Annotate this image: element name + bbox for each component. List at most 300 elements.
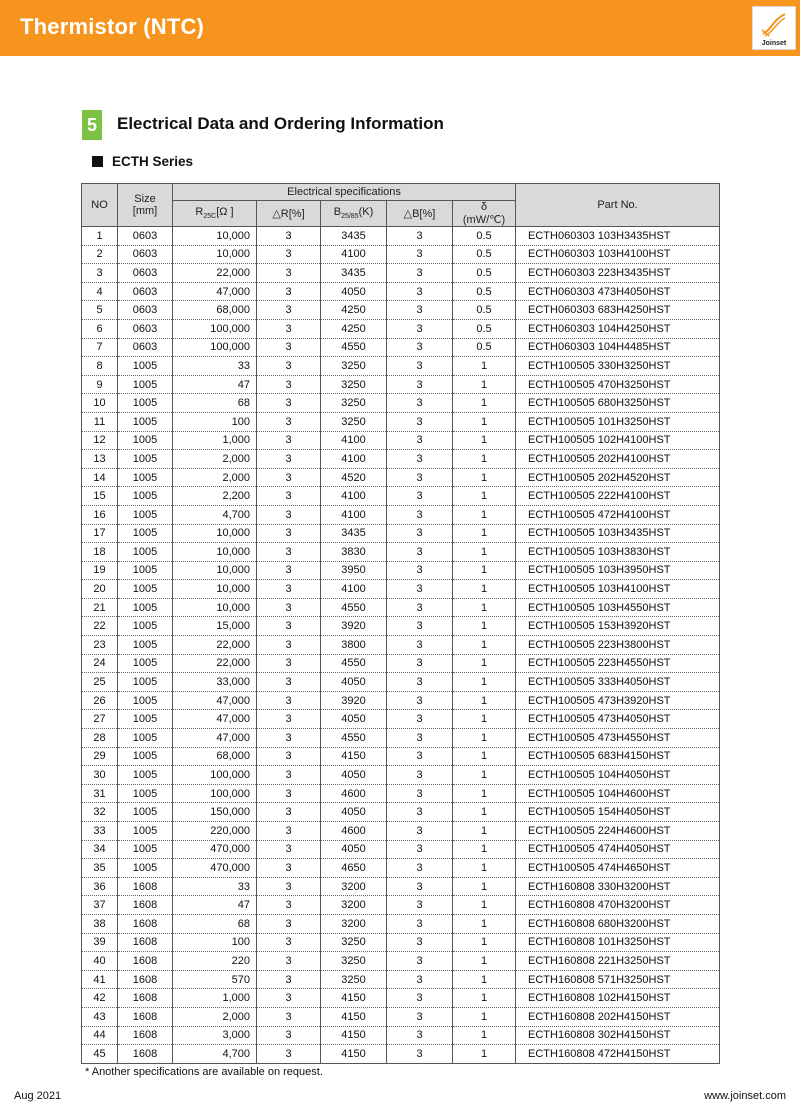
cell-delta-b: 3 xyxy=(387,729,453,748)
cell-r25: 47 xyxy=(173,896,257,915)
cell-size: 1005 xyxy=(118,729,173,748)
cell-dissipation: 1 xyxy=(453,803,516,822)
cell-delta-r: 3 xyxy=(257,840,321,859)
cell-dissipation: 1 xyxy=(453,375,516,394)
table-row xyxy=(82,245,720,264)
cell-part-no: ECTH100505 223H4550HST xyxy=(516,654,720,673)
cell-delta-r: 3 xyxy=(257,784,321,803)
table-row xyxy=(82,468,720,487)
cell-part-no: ECTH060303 223H3435HST xyxy=(516,264,720,283)
dissipation-unit: (mW/℃) xyxy=(462,214,506,226)
col-header-group: Electrical specifications xyxy=(173,184,516,201)
cell-no: 19 xyxy=(82,561,118,580)
cell-delta-r: 3 xyxy=(257,803,321,822)
cell-part-no: ECTH100505 103H3830HST xyxy=(516,543,720,562)
cell-size: 1005 xyxy=(118,784,173,803)
table-row xyxy=(82,412,720,431)
cell-delta-b: 3 xyxy=(387,301,453,320)
cell-delta-b: 3 xyxy=(387,505,453,524)
section-number-badge: 5 xyxy=(82,110,102,140)
cell-no: 44 xyxy=(82,1026,118,1045)
cell-no: 29 xyxy=(82,747,118,766)
cell-dissipation: 0.5 xyxy=(453,264,516,283)
table-row xyxy=(82,487,720,506)
cell-delta-r: 3 xyxy=(257,561,321,580)
table-row xyxy=(82,766,720,785)
cell-size: 1608 xyxy=(118,896,173,915)
cell-part-no: ECTH100505 154H4050HST xyxy=(516,803,720,822)
cell-r25: 220 xyxy=(173,952,257,971)
cell-delta-b: 3 xyxy=(387,357,453,376)
cell-delta-b: 3 xyxy=(387,877,453,896)
cell-dissipation: 1 xyxy=(453,450,516,469)
cell-part-no: ECTH060303 473H4050HST xyxy=(516,282,720,301)
table-row xyxy=(82,673,720,692)
cell-part-no: ECTH100505 153H3920HST xyxy=(516,617,720,636)
cell-dissipation: 1 xyxy=(453,394,516,413)
cell-r25: 100,000 xyxy=(173,784,257,803)
cell-part-no: ECTH160808 221H3250HST xyxy=(516,952,720,971)
cell-delta-r: 3 xyxy=(257,468,321,487)
cell-no: 38 xyxy=(82,914,118,933)
cell-part-no: ECTH100505 103H3950HST xyxy=(516,561,720,580)
cell-delta-r: 3 xyxy=(257,933,321,952)
r25-unit: [Ω ] xyxy=(216,206,234,219)
cell-delta-b: 3 xyxy=(387,375,453,394)
cell-dissipation: 1 xyxy=(453,840,516,859)
cell-delta-r: 3 xyxy=(257,896,321,915)
table-row xyxy=(82,914,720,933)
cell-size: 0603 xyxy=(118,264,173,283)
cell-no: 12 xyxy=(82,431,118,450)
cell-delta-r: 3 xyxy=(257,1026,321,1045)
table-row xyxy=(82,394,720,413)
cell-dissipation: 1 xyxy=(453,357,516,376)
cell-r25: 2,200 xyxy=(173,487,257,506)
electrical-data-table xyxy=(81,183,720,1064)
cell-delta-r: 3 xyxy=(257,450,321,469)
cell-no: 26 xyxy=(82,691,118,710)
cell-b-value: 4250 xyxy=(321,319,387,338)
cell-delta-b: 3 xyxy=(387,896,453,915)
cell-delta-b: 3 xyxy=(387,803,453,822)
cell-delta-r: 3 xyxy=(257,729,321,748)
cell-no: 13 xyxy=(82,450,118,469)
cell-size: 1005 xyxy=(118,394,173,413)
cell-b-value: 3250 xyxy=(321,933,387,952)
cell-part-no: ECTH160808 472H4150HST xyxy=(516,1045,720,1064)
cell-no: 20 xyxy=(82,580,118,599)
table-row xyxy=(82,710,720,729)
cell-delta-b: 3 xyxy=(387,450,453,469)
cell-part-no: ECTH100505 103H4100HST xyxy=(516,580,720,599)
cell-r25: 4,700 xyxy=(173,505,257,524)
cell-dissipation: 1 xyxy=(453,1026,516,1045)
joinset-logo-mark-icon xyxy=(759,10,789,40)
cell-no: 28 xyxy=(82,729,118,748)
cell-size: 1005 xyxy=(118,598,173,617)
table-row xyxy=(82,636,720,655)
cell-b-value: 4600 xyxy=(321,784,387,803)
cell-dissipation: 1 xyxy=(453,654,516,673)
cell-size: 1005 xyxy=(118,375,173,394)
cell-b-value: 3435 xyxy=(321,524,387,543)
cell-delta-b: 3 xyxy=(387,636,453,655)
cell-no: 39 xyxy=(82,933,118,952)
cell-delta-b: 3 xyxy=(387,859,453,878)
cell-b-value: 3250 xyxy=(321,412,387,431)
cell-r25: 47,000 xyxy=(173,729,257,748)
cell-delta-r: 3 xyxy=(257,859,321,878)
cell-size: 0603 xyxy=(118,319,173,338)
cell-part-no: ECTH100505 473H3920HST xyxy=(516,691,720,710)
cell-b-value: 3250 xyxy=(321,375,387,394)
cell-b-value: 4050 xyxy=(321,766,387,785)
table-row xyxy=(82,989,720,1008)
cell-delta-b: 3 xyxy=(387,264,453,283)
cell-part-no: ECTH060303 104H4250HST xyxy=(516,319,720,338)
cell-delta-b: 3 xyxy=(387,227,453,246)
cell-dissipation: 1 xyxy=(453,729,516,748)
cell-b-value: 3250 xyxy=(321,394,387,413)
cell-dissipation: 0.5 xyxy=(453,301,516,320)
cell-dissipation: 1 xyxy=(453,989,516,1008)
cell-no: 17 xyxy=(82,524,118,543)
cell-delta-b: 3 xyxy=(387,710,453,729)
cell-part-no: ECTH100505 101H3250HST xyxy=(516,412,720,431)
cell-part-no: ECTH100505 474H4650HST xyxy=(516,859,720,878)
cell-delta-b: 3 xyxy=(387,431,453,450)
cell-size: 1005 xyxy=(118,450,173,469)
cell-part-no: ECTH100505 473H4050HST xyxy=(516,710,720,729)
cell-no: 9 xyxy=(82,375,118,394)
cell-part-no: ECTH060303 104H4485HST xyxy=(516,338,720,357)
cell-size: 1005 xyxy=(118,673,173,692)
cell-r25: 2,000 xyxy=(173,468,257,487)
cell-no: 3 xyxy=(82,264,118,283)
cell-b-value: 4150 xyxy=(321,1045,387,1064)
cell-b-value: 3435 xyxy=(321,264,387,283)
joinset-logo xyxy=(752,6,796,50)
cell-delta-r: 3 xyxy=(257,375,321,394)
cell-dissipation: 1 xyxy=(453,691,516,710)
cell-part-no: ECTH100505 474H4050HST xyxy=(516,840,720,859)
cell-delta-b: 3 xyxy=(387,338,453,357)
cell-dissipation: 1 xyxy=(453,933,516,952)
cell-delta-b: 3 xyxy=(387,282,453,301)
cell-no: 14 xyxy=(82,468,118,487)
cell-delta-b: 3 xyxy=(387,245,453,264)
cell-delta-r: 3 xyxy=(257,505,321,524)
r25-symbol: R xyxy=(195,206,204,219)
cell-dissipation: 1 xyxy=(453,487,516,506)
cell-size: 1005 xyxy=(118,747,173,766)
cell-r25: 22,000 xyxy=(173,654,257,673)
cell-part-no: ECTH160808 302H4150HST xyxy=(516,1026,720,1045)
cell-size: 1005 xyxy=(118,561,173,580)
page-header xyxy=(0,0,800,56)
cell-size: 1005 xyxy=(118,617,173,636)
cell-r25: 150,000 xyxy=(173,803,257,822)
cell-no: 30 xyxy=(82,766,118,785)
cell-part-no: ECTH100505 103H3435HST xyxy=(516,524,720,543)
cell-b-value: 3250 xyxy=(321,357,387,376)
cell-dissipation: 1 xyxy=(453,766,516,785)
col-header-r25 xyxy=(173,201,257,227)
col-header-delta-r: △R[%] xyxy=(257,201,321,227)
cell-delta-b: 3 xyxy=(387,822,453,841)
cell-part-no: ECTH100505 223H3800HST xyxy=(516,636,720,655)
cell-b-value: 4050 xyxy=(321,840,387,859)
col-header-size xyxy=(118,184,173,227)
cell-delta-r: 3 xyxy=(257,766,321,785)
cell-dissipation: 1 xyxy=(453,877,516,896)
table-row xyxy=(82,729,720,748)
cell-delta-b: 3 xyxy=(387,617,453,636)
table-row xyxy=(82,896,720,915)
cell-r25: 47 xyxy=(173,375,257,394)
cell-b-value: 3830 xyxy=(321,543,387,562)
cell-b-value: 3800 xyxy=(321,636,387,655)
footer-date: Aug 2021 xyxy=(14,1090,62,1102)
cell-size: 1005 xyxy=(118,636,173,655)
cell-b-value: 3200 xyxy=(321,896,387,915)
cell-size: 1005 xyxy=(118,840,173,859)
b-unit: (K) xyxy=(358,206,374,219)
cell-no: 41 xyxy=(82,970,118,989)
cell-part-no: ECTH100505 202H4520HST xyxy=(516,468,720,487)
cell-r25: 10,000 xyxy=(173,245,257,264)
cell-r25: 4,700 xyxy=(173,1045,257,1064)
cell-size: 0603 xyxy=(118,245,173,264)
cell-b-value: 4100 xyxy=(321,245,387,264)
cell-b-value: 4050 xyxy=(321,282,387,301)
table-row xyxy=(82,691,720,710)
table-row xyxy=(82,617,720,636)
cell-delta-r: 3 xyxy=(257,691,321,710)
footer-website: www.joinset.com xyxy=(704,1090,786,1102)
cell-size: 1005 xyxy=(118,710,173,729)
table-body xyxy=(82,227,720,1064)
cell-no: 8 xyxy=(82,357,118,376)
cell-dissipation: 0.5 xyxy=(453,319,516,338)
cell-dissipation: 1 xyxy=(453,859,516,878)
table-row xyxy=(82,319,720,338)
cell-part-no: ECTH160808 102H4150HST xyxy=(516,989,720,1008)
r25-subscript: 25C xyxy=(203,213,217,221)
cell-delta-r: 3 xyxy=(257,952,321,971)
cell-part-no: ECTH100505 470H3250HST xyxy=(516,375,720,394)
cell-size: 0603 xyxy=(118,227,173,246)
cell-b-value: 4050 xyxy=(321,710,387,729)
cell-r25: 100,000 xyxy=(173,338,257,357)
cell-b-value: 4100 xyxy=(321,487,387,506)
table-row xyxy=(82,1007,720,1026)
cell-delta-b: 3 xyxy=(387,691,453,710)
cell-r25: 100,000 xyxy=(173,319,257,338)
col-header-dissipation xyxy=(453,201,516,227)
table-row xyxy=(82,580,720,599)
cell-b-value: 4600 xyxy=(321,822,387,841)
table-row xyxy=(82,282,720,301)
table-row xyxy=(82,338,720,357)
cell-no: 11 xyxy=(82,412,118,431)
cell-r25: 47,000 xyxy=(173,710,257,729)
cell-r25: 2,000 xyxy=(173,450,257,469)
cell-delta-r: 3 xyxy=(257,747,321,766)
table-row xyxy=(82,952,720,971)
cell-size: 1005 xyxy=(118,822,173,841)
cell-part-no: ECTH100505 104H4050HST xyxy=(516,766,720,785)
cell-r25: 470,000 xyxy=(173,859,257,878)
cell-r25: 470,000 xyxy=(173,840,257,859)
cell-delta-r: 3 xyxy=(257,301,321,320)
cell-size: 0603 xyxy=(118,282,173,301)
cell-dissipation: 1 xyxy=(453,673,516,692)
col-header-delta-b: △B[%] xyxy=(387,201,453,227)
table-row xyxy=(82,803,720,822)
cell-delta-r: 3 xyxy=(257,487,321,506)
cell-part-no: ECTH160808 470H3200HST xyxy=(516,896,720,915)
cell-delta-r: 3 xyxy=(257,877,321,896)
cell-delta-b: 3 xyxy=(387,952,453,971)
cell-delta-b: 3 xyxy=(387,989,453,1008)
cell-size: 1005 xyxy=(118,803,173,822)
table-row xyxy=(82,561,720,580)
cell-no: 34 xyxy=(82,840,118,859)
cell-no: 23 xyxy=(82,636,118,655)
cell-delta-b: 3 xyxy=(387,319,453,338)
cell-delta-r: 3 xyxy=(257,822,321,841)
cell-b-value: 3435 xyxy=(321,227,387,246)
table-row xyxy=(82,543,720,562)
cell-r25: 68 xyxy=(173,394,257,413)
cell-no: 1 xyxy=(82,227,118,246)
cell-r25: 22,000 xyxy=(173,264,257,283)
table-row xyxy=(82,264,720,283)
cell-dissipation: 1 xyxy=(453,561,516,580)
col-header-no: NO xyxy=(82,184,118,227)
cell-r25: 220,000 xyxy=(173,822,257,841)
cell-part-no: ECTH160808 330H3200HST xyxy=(516,877,720,896)
cell-delta-b: 3 xyxy=(387,1045,453,1064)
table-row xyxy=(82,877,720,896)
cell-delta-r: 3 xyxy=(257,394,321,413)
table-row xyxy=(82,859,720,878)
cell-delta-r: 3 xyxy=(257,1007,321,1026)
table-row xyxy=(82,654,720,673)
cell-part-no: ECTH100505 103H4550HST xyxy=(516,598,720,617)
cell-r25: 10,000 xyxy=(173,580,257,599)
cell-delta-r: 3 xyxy=(257,989,321,1008)
cell-dissipation: 1 xyxy=(453,617,516,636)
cell-no: 15 xyxy=(82,487,118,506)
table-row xyxy=(82,431,720,450)
cell-delta-b: 3 xyxy=(387,394,453,413)
cell-b-value: 4520 xyxy=(321,468,387,487)
cell-b-value: 4650 xyxy=(321,859,387,878)
cell-size: 1608 xyxy=(118,1007,173,1026)
table-row xyxy=(82,505,720,524)
cell-size: 1608 xyxy=(118,933,173,952)
cell-delta-b: 3 xyxy=(387,580,453,599)
cell-delta-b: 3 xyxy=(387,1026,453,1045)
cell-no: 42 xyxy=(82,989,118,1008)
cell-delta-r: 3 xyxy=(257,543,321,562)
logo-text: Joinset xyxy=(761,40,787,47)
cell-delta-r: 3 xyxy=(257,319,321,338)
cell-part-no: ECTH100505 683H4150HST xyxy=(516,747,720,766)
table-row xyxy=(82,822,720,841)
cell-size: 1608 xyxy=(118,989,173,1008)
cell-no: 18 xyxy=(82,543,118,562)
cell-dissipation: 1 xyxy=(453,952,516,971)
table-row xyxy=(82,524,720,543)
table-row xyxy=(82,784,720,803)
cell-no: 22 xyxy=(82,617,118,636)
cell-size: 1005 xyxy=(118,766,173,785)
cell-delta-b: 3 xyxy=(387,1007,453,1026)
cell-no: 43 xyxy=(82,1007,118,1026)
cell-b-value: 4100 xyxy=(321,431,387,450)
cell-delta-b: 3 xyxy=(387,487,453,506)
cell-r25: 68,000 xyxy=(173,747,257,766)
cell-r25: 33 xyxy=(173,877,257,896)
footnote: * Another specifications are available on request. xyxy=(85,1066,323,1078)
cell-dissipation: 1 xyxy=(453,468,516,487)
cell-size: 1608 xyxy=(118,877,173,896)
cell-b-value: 4150 xyxy=(321,1007,387,1026)
cell-r25: 100 xyxy=(173,412,257,431)
cell-delta-b: 3 xyxy=(387,766,453,785)
cell-dissipation: 1 xyxy=(453,636,516,655)
cell-delta-b: 3 xyxy=(387,673,453,692)
cell-part-no: ECTH160808 571H3250HST xyxy=(516,970,720,989)
cell-no: 36 xyxy=(82,877,118,896)
col-header-part-no: Part No. xyxy=(516,184,720,227)
col-header-size-line1: Size xyxy=(134,193,156,205)
cell-size: 1005 xyxy=(118,487,173,506)
cell-no: 2 xyxy=(82,245,118,264)
cell-delta-b: 3 xyxy=(387,840,453,859)
cell-b-value: 3200 xyxy=(321,914,387,933)
cell-r25: 68 xyxy=(173,914,257,933)
cell-delta-r: 3 xyxy=(257,598,321,617)
cell-size: 1005 xyxy=(118,543,173,562)
cell-dissipation: 1 xyxy=(453,784,516,803)
cell-part-no: ECTH100505 102H4100HST xyxy=(516,431,720,450)
cell-size: 1608 xyxy=(118,1045,173,1064)
cell-delta-r: 3 xyxy=(257,636,321,655)
cell-delta-b: 3 xyxy=(387,784,453,803)
cell-part-no: ECTH100505 680H3250HST xyxy=(516,394,720,413)
cell-r25: 1,000 xyxy=(173,431,257,450)
cell-r25: 100,000 xyxy=(173,766,257,785)
b-subscript: 25/85 xyxy=(341,213,359,221)
table-row xyxy=(82,1045,720,1064)
cell-size: 1608 xyxy=(118,1026,173,1045)
cell-size: 0603 xyxy=(118,338,173,357)
cell-delta-r: 3 xyxy=(257,264,321,283)
cell-size: 1005 xyxy=(118,431,173,450)
table-row xyxy=(82,933,720,952)
col-header-size-line2: [mm] xyxy=(132,205,158,217)
cell-delta-r: 3 xyxy=(257,357,321,376)
table-row xyxy=(82,1026,720,1045)
table-row xyxy=(82,598,720,617)
cell-r25: 10,000 xyxy=(173,598,257,617)
cell-size: 1005 xyxy=(118,859,173,878)
